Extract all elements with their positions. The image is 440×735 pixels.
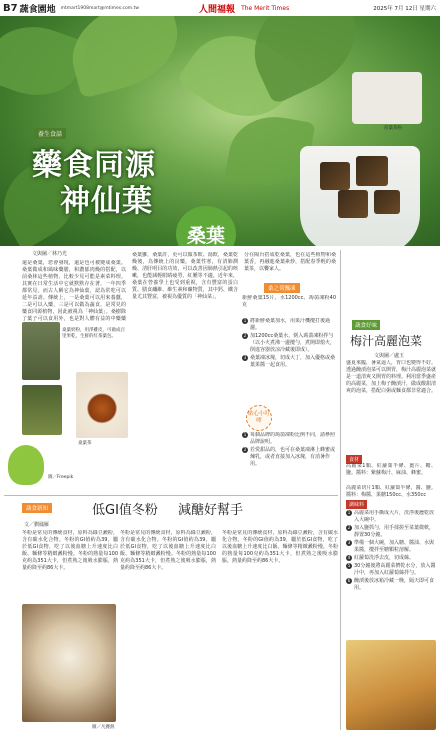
article2-photo-caption: 圖／凡賽熱	[92, 725, 115, 730]
cartoon-caption: 圖／Freepik	[48, 475, 74, 480]
hero-tag: 養生食話	[34, 128, 66, 139]
article3-step: 6 醃漬後放冰箱冷藏一晚，隔天即可食用。	[347, 578, 435, 591]
article2-body-col1: 冬粉是常見的傳統食材，原料為綠豆澱粉，含有碳水化合物。冬粉的GI值約為39，屬於低GI食物，吃了以後血糖上升速度比白飯、麵條等精緻澱粉慢。冬粉的熱量每100克約為351大卡，但煮熟之後吸水膨脹，熱量約降至約86大卡。	[22, 530, 118, 571]
recipe1-tag: 桑之荷飄凍	[264, 283, 300, 293]
recipe1-step: 3 桑葉凍冰塊，切成大丁，加入優格或桑葉果醬一起食用。	[243, 355, 336, 368]
recipe1-steps	[242, 318, 336, 402]
article3-seasoning-heading: 調味料	[346, 500, 367, 509]
article3-step: 4 紅蘿蔔洗淨去皮，切成絲。	[347, 555, 415, 561]
article2-body-col3: 冬粉是常見的傳統食材，原料為綠豆澱粉，含有碳水化合物。冬粉的GI值約為39，屬於低GI食物，吃了以後血糖上升速度比白飯、麵條等精緻澱粉慢。冬粉的熱量每100克約為351大卡，但煮熟之後吸水膨脹，熱量約降至約86大卡。	[222, 530, 338, 564]
hero-image	[0, 16, 440, 246]
tea-powder-bowl	[352, 72, 422, 124]
hero-title-circle: 桑葉	[176, 206, 236, 246]
article3-title: 梅汁高麗泡菜	[350, 334, 423, 348]
article2-byline: 文／劉鳳雁	[24, 522, 50, 528]
recipe1-step: 1 將新鮮桑葉加水，用果汁機攪打後過濾。	[243, 318, 331, 331]
newspaper-logo: 人間福報	[199, 4, 236, 15]
hero-title-line1: 藥食同源	[32, 148, 156, 183]
pickled-cabbage-jars-photo	[346, 640, 436, 730]
contact-email[interactable]: mtmart1908mart@mtimes.com.tw	[60, 5, 140, 11]
tip-badge: 貼心小叮嚀	[246, 405, 272, 431]
dried-leaves-jar-photo	[22, 322, 60, 380]
article3-ingredients-heading: 食材	[346, 455, 362, 464]
jelly-dessert-glass	[300, 146, 420, 246]
jelly-cube	[374, 190, 400, 214]
page-number: B7	[3, 2, 18, 14]
article3-byline: 文與圖／盧玉	[374, 353, 405, 359]
column-divider	[340, 250, 341, 730]
article3-tag: 蔬食好味	[352, 320, 380, 330]
article3-body: 盛夏來臨，暑氣逼人，胃口也變得不好。透過醃漬泡菜可以開胃，梅汁高麗泡菜就是一道清爽又開胃的料理。利用當季盛產的高麗菜，加上梅子醃漬汁，做成酸甜清爽的泡菜，搭配白粥或麵食都非常適合。	[346, 360, 436, 394]
section-title: 蔬食園地	[19, 4, 56, 15]
jelly-cube	[338, 190, 368, 218]
dried-leaves-photo	[22, 385, 62, 435]
article1-body-col3: 分在陽台搭成乾桑葉，也在這些植物和桑葉香，再融進桑葉素炒，搭配春季輕的桑葉茶，以饗家人。	[244, 252, 336, 272]
hero-photo-caption: 茴葉茶粉	[384, 126, 402, 131]
article2-body-col2: 冬粉是常見的傳統食材，原料為綠豆澱粉，含有碳水化合物。冬粉的GI值約為39，屬於低GI食物，吃了以後血糖上升速度比白飯、麵條等精緻澱粉慢。冬粉的熱量每100克約為351大卡，但煮熟之後吸水膨脹，熱量約降至約86大卡。	[120, 530, 216, 571]
tip-notes	[242, 432, 336, 472]
article1-body-col1: 還是桑葉，您會發現，還是也可被變成桑葉。桑葉做成和風味藥膳，和濃郁肉燥的搭配，以前桑林這些植物，比較少見可能是素菜料理。其實在日常生活中它就默默存在著，一年四季都常見。而古人稱它為神仙葉，認為常吃可以延年益壽。傳統上，一是桑葉可以用來養蠶，二是可以入藥，三是可以做為蔬食，是常見的藥食同源植物，因此被視為「神仙葉」。桑樹除了葉子可以食用外，也是對人體有益的中藥藥	[22, 260, 126, 322]
tip-note: 2 若愛甜品的，也可在桑葉凍淋上蜂蜜或煉乳，或者直接加入冰塊，有消暑作用。	[243, 447, 336, 467]
mulberry-tea-photo	[76, 372, 128, 438]
article2-title-b: 減醣好幫手	[178, 503, 244, 518]
recipe1-step: 2 加1200cc桑葉水，倒入蒟蒻凍粉拌勻（以小火煮沸一邊攪勻，煮開即熄火，倒進容器放涼冷藏後即成）。	[243, 333, 336, 353]
jelly-cube	[356, 156, 388, 186]
article1-img2-caption: 桑葉茶	[78, 441, 92, 446]
section-divider	[4, 495, 338, 496]
issue-date: 2025年 7月 12日 星期六	[373, 6, 436, 12]
cartoon-mascot	[8, 445, 44, 485]
article3-step: 2 加入鹽抓勻，用手揉搓至菜葉微軟，靜置30分鐘。	[347, 525, 435, 538]
hero-title-line2: 神仙葉	[60, 184, 153, 219]
glass-noodles-photo	[22, 604, 116, 722]
article1-byline: 文與圖／林乃光	[32, 251, 68, 257]
page-header	[0, 0, 440, 17]
tip-note: 1 每個品牌的蒟蒻凍粉比例不同，請參照品牌說明。	[243, 432, 336, 445]
article1-img1-caption: 桑葉奶粉，用淨雞皮，可做成百里果乾，生鮮的紅茶葉包。	[62, 328, 125, 339]
article3-ingredients: 高麗菜1顆、紅蘿蔔半條、薑片、糖、鹽。醬料：紫蘇梅汁、麻油、蜂蜜。	[346, 463, 436, 476]
newspaper-logo-en: The Merit Times	[241, 4, 290, 12]
article3-step: 5 30分鐘後將高麗菜擠乾水分，放入醬汁中，再加入紅蘿蔔絲拌勻。	[347, 563, 436, 576]
article3-seasoning: 高麗菜切片1顆、紅蘿蔔半條、醬、鹽。醬料：梅醬、果糖150cc、水350cc	[346, 485, 436, 498]
article2-tag: 蔬食新知	[22, 503, 52, 513]
mulberry-leaf	[62, 16, 189, 99]
article1-body-col2: 桑葉雖，桑葉許，更可以做茶飲、湯飲，桑葉乾燥後，為傳統上的良藥。桑葉性寒，有清肺潤燥、清肝明目的功效，可以改善因肺熱引起的咳嗽，也能減輕眼睛疲勞、紅腫等不適。近年來，桑葉在營養學上也受到重視，含有豐富的蛋白質、膳食纖維、維生素和礦物質，其中鈣、鐵含量尤其豐富，被視為優質的「神仙菜」。	[132, 252, 238, 300]
recipe1-ingredients: 新鮮桑葉15片、水1200cc、蒟蒻凍粉40克	[242, 295, 336, 308]
article2-title-a: 低GI值冬粉	[92, 503, 158, 518]
article3-step: 1 高麗菜用手撕成大片，洗淨後瀝乾放入大碗中。	[347, 510, 435, 523]
article3-step: 3 準備一個大碗，加入糖、醬油、水與果醬，攪拌至糖顆粒溶解。	[347, 540, 435, 553]
article3-steps	[346, 510, 436, 610]
jelly-cube	[320, 162, 350, 190]
